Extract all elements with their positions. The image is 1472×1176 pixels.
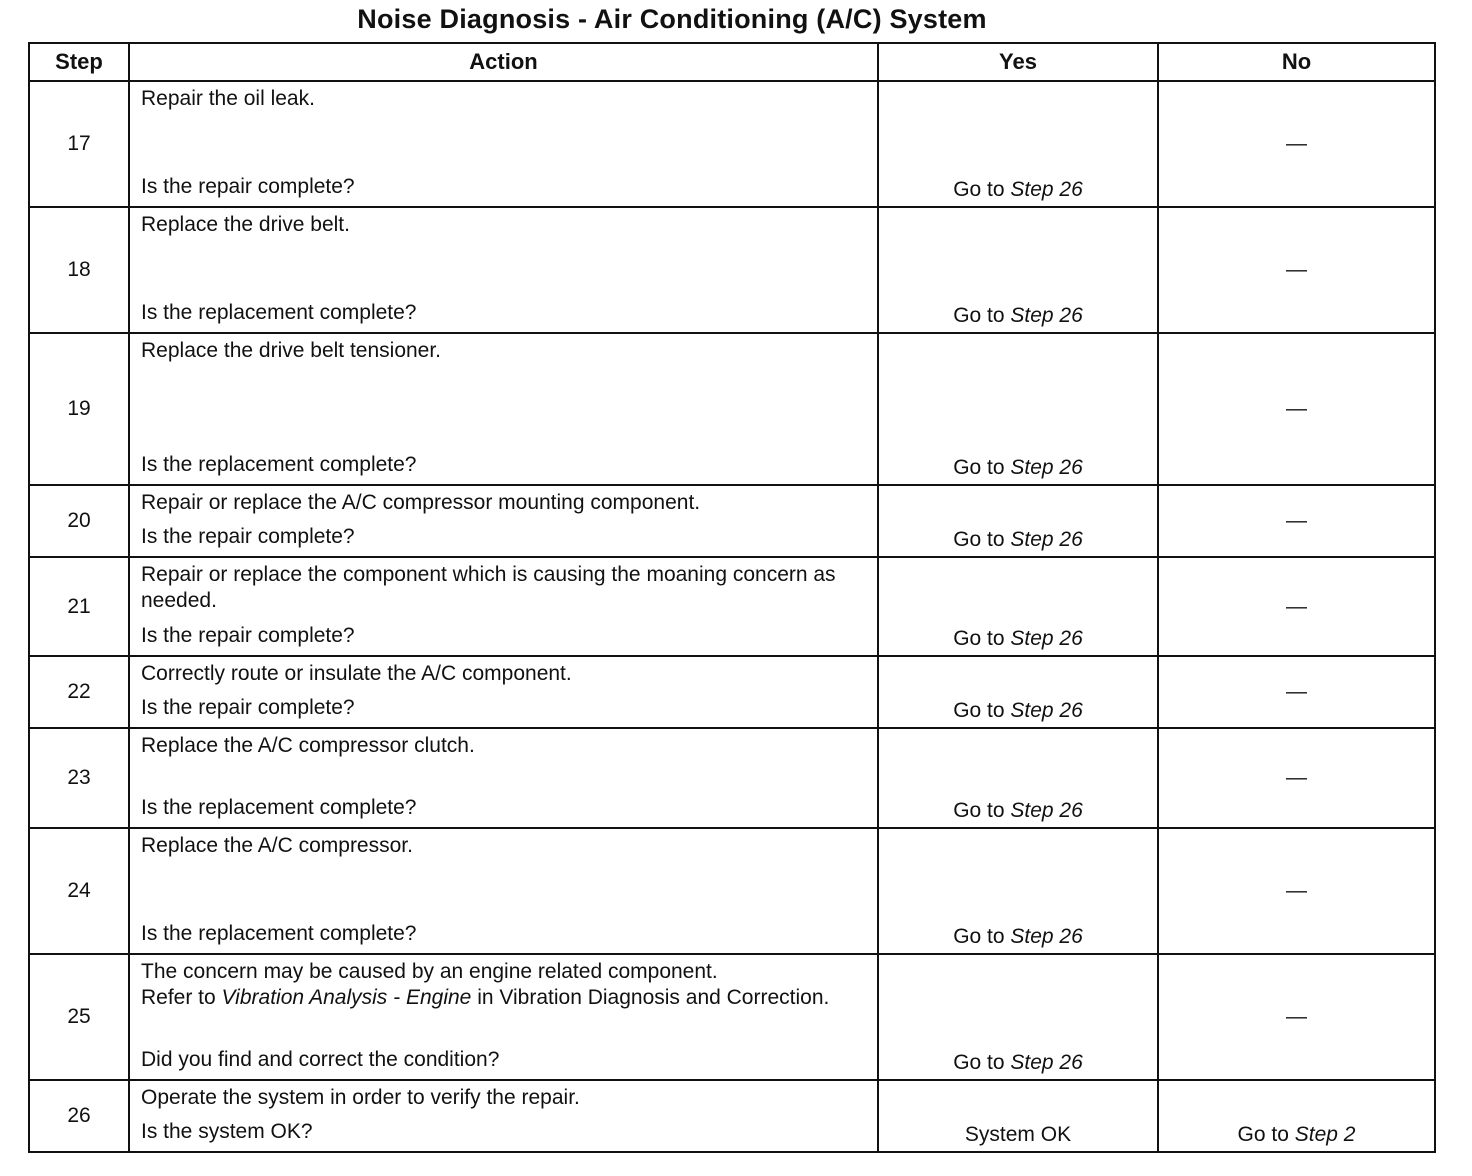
- no-prefix: Go to: [1237, 1123, 1295, 1146]
- question-text: Is the repair complete?: [141, 175, 355, 198]
- action-cell: [129, 81, 878, 207]
- yes-cell: [878, 333, 1158, 485]
- yes-prefix: Go to: [953, 1051, 1011, 1074]
- table-row: [29, 828, 1435, 954]
- step-link[interactable]: Step 26: [1010, 456, 1083, 479]
- yes-cell: [878, 207, 1158, 333]
- step-number: 17: [29, 81, 129, 207]
- action-cell: [129, 207, 878, 333]
- table-row: [29, 207, 1435, 333]
- document-title: Noise Diagnosis - Air Conditioning (A/C) System: [357, 4, 987, 34]
- question-text: Is the repair complete?: [141, 624, 355, 647]
- action-cell: [129, 485, 878, 557]
- table-row: [29, 954, 1435, 1080]
- action-cell: [129, 828, 878, 954]
- no-cell: —: [1158, 828, 1435, 954]
- action-text: Operate the system in order to verify the repair.: [141, 1086, 580, 1109]
- yes-prefix: Go to: [953, 925, 1011, 948]
- no-cell: —: [1158, 954, 1435, 1080]
- step-number: 25: [29, 954, 129, 1080]
- yes-cell: [878, 81, 1158, 207]
- table-row: [29, 1080, 1435, 1152]
- no-cell: [1158, 1080, 1435, 1152]
- header-step: Step: [29, 43, 129, 81]
- step-number: 24: [29, 828, 129, 954]
- step-number: 20: [29, 485, 129, 557]
- action-cell: [129, 954, 878, 1080]
- table-row: [29, 728, 1435, 828]
- step-link[interactable]: Step 26: [1010, 304, 1083, 327]
- yes-cell: [878, 656, 1158, 728]
- step-link[interactable]: Step 26: [1010, 178, 1083, 201]
- header-no: No: [1158, 43, 1435, 81]
- yes-prefix: Go to: [953, 799, 1011, 822]
- table-row: [29, 557, 1435, 656]
- header-row: [29, 43, 1435, 81]
- step-number: 21: [29, 557, 129, 656]
- action-text: [141, 959, 867, 1011]
- yes-prefix: Go to: [953, 699, 1011, 722]
- step-number: 18: [29, 207, 129, 333]
- header-action: Action: [129, 43, 878, 81]
- step-link[interactable]: Step 26: [1010, 627, 1083, 650]
- action-text: Repair the oil leak.: [141, 87, 315, 110]
- action-text: Replace the A/C compressor clutch.: [141, 734, 475, 757]
- no-cell: —: [1158, 333, 1435, 485]
- action-text: Replace the drive belt.: [141, 213, 350, 236]
- yes-cell: [878, 485, 1158, 557]
- yes-cell: [878, 728, 1158, 828]
- yes-prefix: Go to: [953, 178, 1011, 201]
- yes-cell: [878, 557, 1158, 656]
- no-cell: —: [1158, 656, 1435, 728]
- no-cell: —: [1158, 207, 1435, 333]
- yes-cell: [878, 828, 1158, 954]
- step-link[interactable]: Step 26: [1010, 1051, 1083, 1074]
- action-cell: [129, 1080, 878, 1152]
- question-text: Is the repair complete?: [141, 525, 355, 548]
- refer-rest: in Vibration Diagnosis and Correction.: [471, 986, 830, 1009]
- step-link[interactable]: Step 2: [1294, 1123, 1356, 1146]
- action-line: The concern may be caused by an engine related component.: [141, 960, 718, 983]
- action-text: Replace the drive belt tensioner.: [141, 339, 442, 362]
- question-text: Is the replacement complete?: [141, 796, 417, 819]
- step-link[interactable]: Step 26: [1010, 799, 1083, 822]
- no-cell: —: [1158, 728, 1435, 828]
- yes-prefix: Go to: [953, 456, 1011, 479]
- step-number: 23: [29, 728, 129, 828]
- table-row: [29, 485, 1435, 557]
- step-link[interactable]: Step 26: [1010, 699, 1083, 722]
- yes-cell: System OK: [878, 1080, 1158, 1152]
- step-number: 22: [29, 656, 129, 728]
- action-cell: [129, 728, 878, 828]
- diagnosis-table: [28, 42, 1436, 1153]
- question-text: Is the system OK?: [141, 1120, 313, 1143]
- action-text: Repair or replace the A/C compressor mounting component.: [141, 491, 701, 514]
- action-cell: [129, 557, 878, 656]
- question-text: Is the replacement complete?: [141, 922, 417, 945]
- table-row: [29, 81, 1435, 207]
- yes-cell: [878, 954, 1158, 1080]
- yes-prefix: Go to: [953, 304, 1011, 327]
- question-text: Is the replacement complete?: [141, 301, 417, 324]
- question-text: Did you find and correct the condition?: [141, 1048, 500, 1071]
- step-link[interactable]: Step 26: [1010, 925, 1083, 948]
- yes-prefix: Go to: [953, 528, 1011, 551]
- action-cell: [129, 656, 878, 728]
- table-row: [29, 656, 1435, 728]
- no-cell: —: [1158, 557, 1435, 656]
- step-number: 26: [29, 1080, 129, 1152]
- no-cell: —: [1158, 81, 1435, 207]
- question-text: Is the repair complete?: [141, 696, 355, 719]
- reference-link[interactable]: Vibration Analysis - Engine: [221, 986, 472, 1009]
- action-cell: [129, 333, 878, 485]
- question-text: Is the replacement complete?: [141, 453, 417, 476]
- step-number: 19: [29, 333, 129, 485]
- table-row: [29, 333, 1435, 485]
- action-text: Repair or replace the component which is causing the moaning concern as needed.: [141, 563, 836, 612]
- action-text: Correctly route or insulate the A/C component.: [141, 662, 572, 685]
- yes-prefix: Go to: [953, 627, 1011, 650]
- no-cell: —: [1158, 485, 1435, 557]
- step-link[interactable]: Step 26: [1010, 528, 1083, 551]
- action-text: Replace the A/C compressor.: [141, 834, 413, 857]
- refer-prefix: Refer to: [141, 986, 222, 1009]
- header-yes: Yes: [878, 43, 1158, 81]
